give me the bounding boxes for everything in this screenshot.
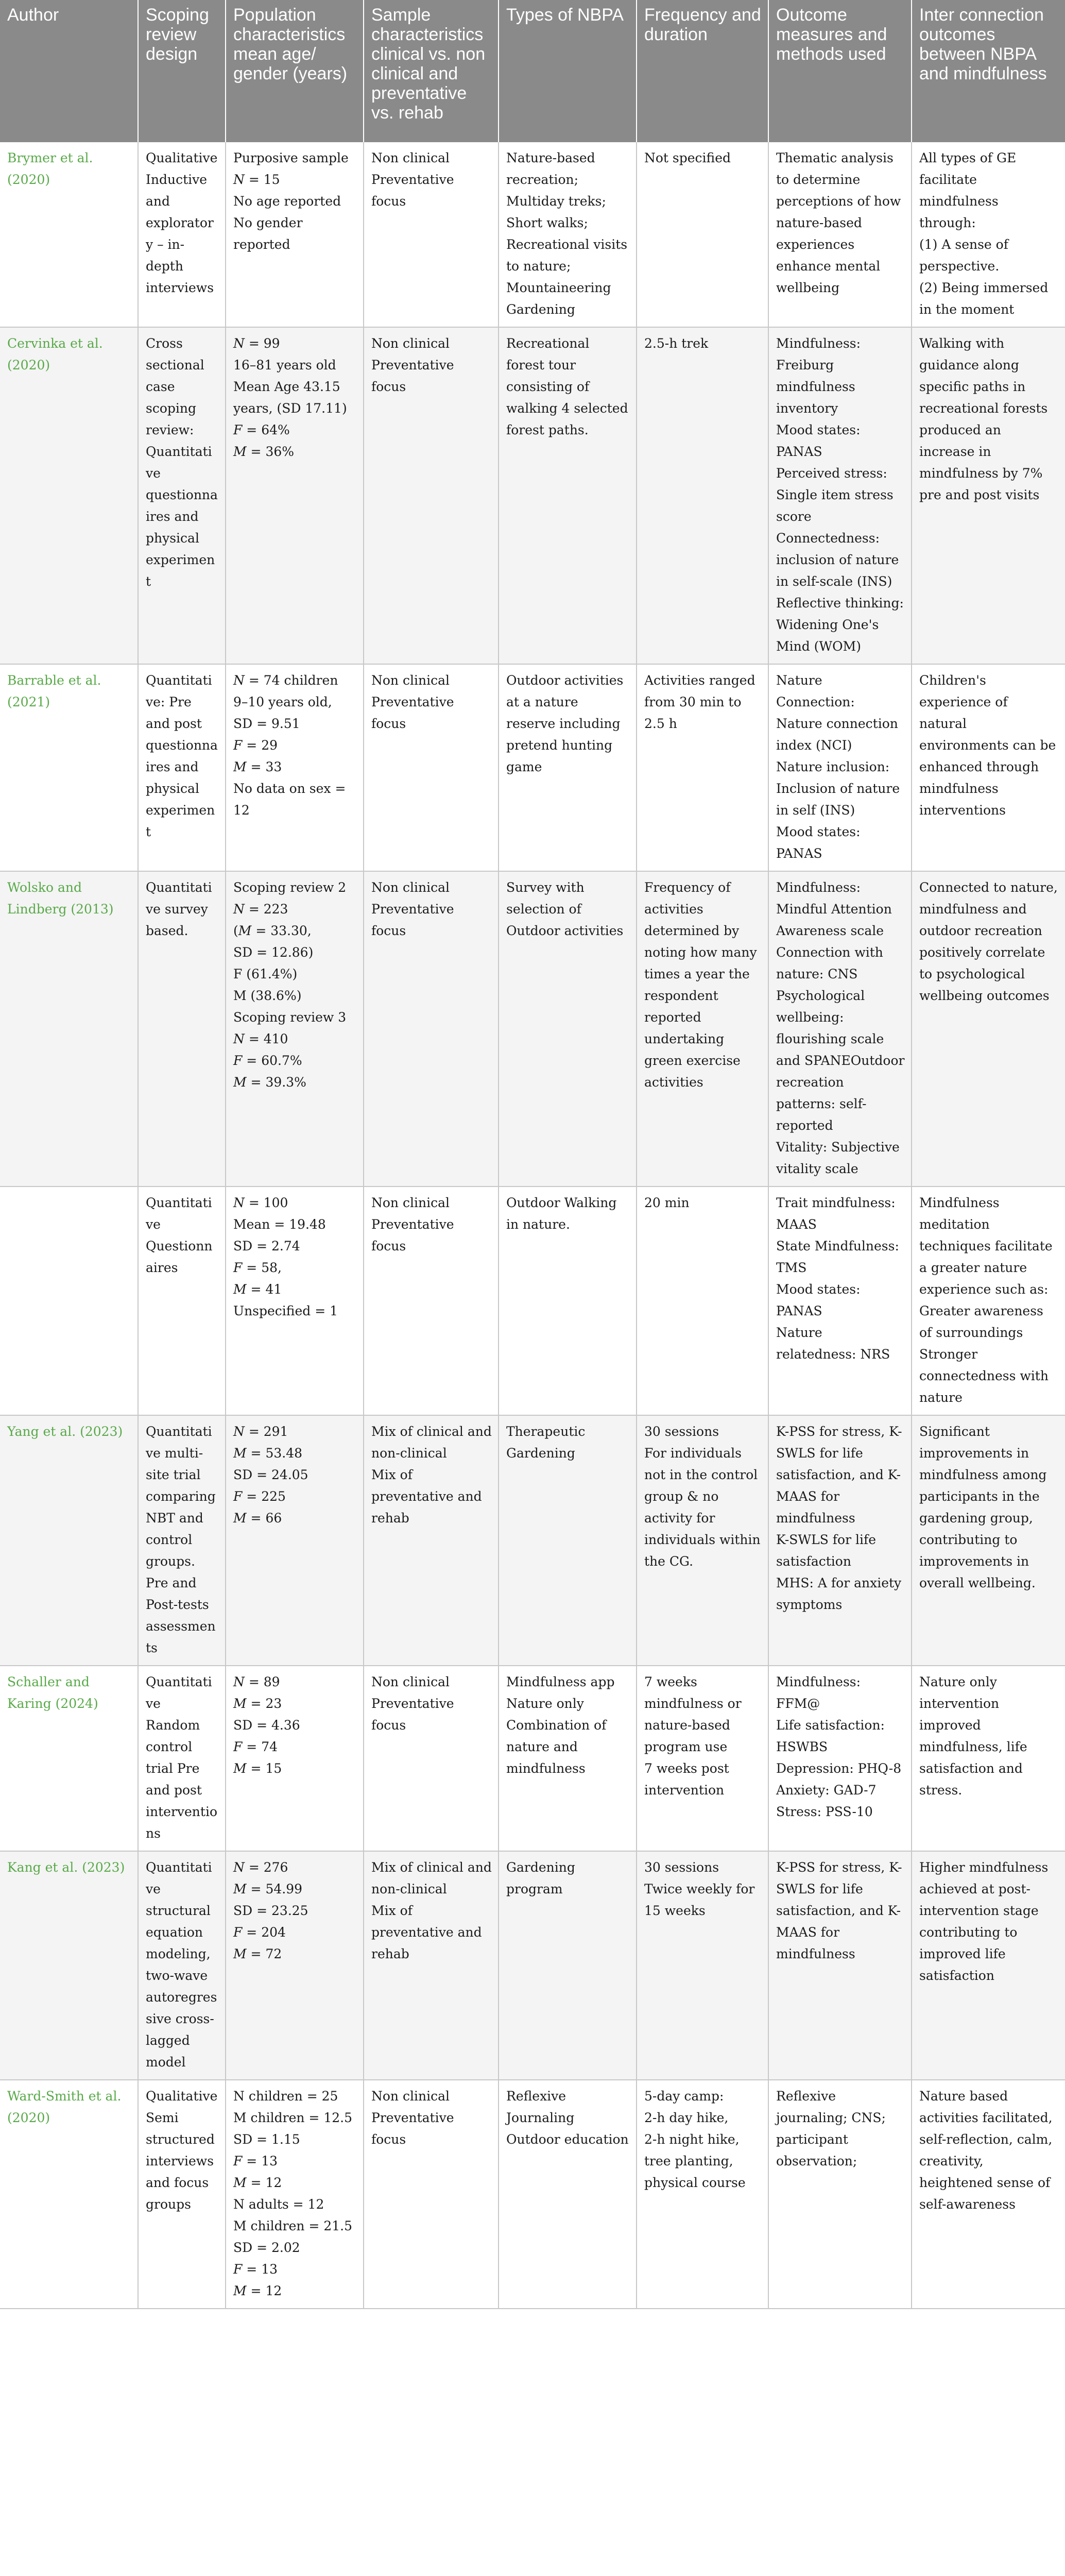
population-line: 9–10 years old, [233, 694, 332, 709]
cell-author: Ward-Smith et al. (2020) [0, 2080, 138, 2309]
cell-types [499, 664, 637, 871]
outcome-line: Thematic analysis to determine perceptions of how nature-based experiences enhance mental wellbeing [776, 150, 901, 295]
population-line: M children = 12.5 [233, 2110, 352, 2125]
population-line: Scoping review 2 [233, 880, 347, 895]
interconnection-line: Mindfulness meditation techniques facilitate a greater nature experience such as: [919, 1195, 1053, 1297]
cell-population [226, 2080, 364, 2309]
table-row [0, 142, 1065, 327]
cell-author: Wolsko and Lindberg (2013) [0, 871, 138, 1187]
cell-interconnection [912, 327, 1065, 664]
cell-interconnection [912, 871, 1065, 1187]
types-line: Mountaineering [506, 280, 611, 295]
interconnection-line: Nature based activities facilitated, self-reflection, calm, creativity, heightened sense of self-awareness [919, 2089, 1053, 2212]
sample-line: Mix of preventative and rehab [371, 1903, 482, 1961]
header-interconnection: Inter connection outcomes between NBPA and mindfulness [912, 0, 1065, 142]
outcome-line: K-PSS for stress, K-SWLS for life satisfaction, and K-MAAS for mindfulness [776, 1860, 902, 1961]
population-line: M = 12 [233, 2283, 282, 2298]
frequency-line: 5-day camp: [644, 2089, 724, 2104]
population-line: M = 41 [233, 1282, 282, 1297]
cell-frequency [637, 1415, 768, 1666]
outcome-line: Nature inclusion: Inclusion of nature in self (INS) [776, 759, 900, 818]
outcome-line: Mindfulness: Mindful Attention Awareness scale [776, 880, 892, 938]
interconnection-line: Walking with guidance along specific paths in recreational forests produced an increase in mindfulness by 7% pre and post visits [919, 336, 1048, 502]
types-line: Mindfulness app [506, 1674, 615, 1689]
types-line: Outdoor Walking in nature. [506, 1195, 617, 1232]
cell-design: Qualitative Inductive and exploratory – in-depth interviews [138, 142, 226, 327]
population-line: 16–81 years old [233, 358, 336, 372]
population-line: SD = 1.15 [233, 2132, 300, 2147]
header-sample: Sample characteristics clinical vs. non clinical and preventative vs. rehab [364, 0, 499, 142]
cell-design: Cross sectional case scoping review: Quantitative questionnaires and physical experiment [138, 327, 226, 664]
table-row [0, 1415, 1065, 1666]
population-line: N = 99 [233, 336, 280, 351]
frequency-line: Not specified [644, 150, 731, 165]
frequency-line: 15 weeks [644, 1903, 706, 1918]
table-row [0, 871, 1065, 1187]
header-row [0, 0, 1065, 142]
population-line: M = 15 [233, 1761, 282, 1776]
cell-sample [364, 1187, 499, 1415]
sample-line: Preventative focus [371, 358, 454, 394]
cell-author: Barrable et al. (2021) [0, 664, 138, 871]
population-line: N = 223 [233, 902, 288, 917]
population-line: F = 74 [233, 1739, 278, 1754]
sample-line: Preventative focus [371, 172, 454, 209]
cell-types [499, 1666, 637, 1851]
table-row [0, 1851, 1065, 2080]
outcome-line: Mood states: PANAS [776, 422, 861, 459]
interconnection-line: Significant improvements in mindfulness among participants in the gardening group, contributing to improvements in overall wellbeing. [919, 1424, 1047, 1590]
cell-author: Schaller and Karing (2024) [0, 1666, 138, 1851]
types-line: Combination of nature and mindfulness [506, 1718, 607, 1776]
cell-sample [364, 2080, 499, 2309]
cell-frequency [637, 1666, 768, 1851]
cell-design: Quantitative Random control trial Pre and post interventions [138, 1666, 226, 1851]
cell-frequency [637, 327, 768, 664]
cell-population [226, 1851, 364, 2080]
population-line: No age reported [233, 194, 341, 209]
cell-population [226, 142, 364, 327]
cell-sample [364, 664, 499, 871]
population-line: N = 15 [233, 172, 280, 187]
cell-frequency [637, 871, 768, 1187]
cell-frequency [637, 142, 768, 327]
outcome-line: Depression: PHQ-8 [776, 1761, 902, 1776]
population-line: F = 60.7% [233, 1053, 302, 1068]
frequency-line: Frequency of activities determined by noting how many times a year the respondent reported undertaking green exercise activities [644, 880, 757, 1090]
population-line: Mean Age 43.15 years, (SD 17.11) [233, 379, 347, 416]
interconnection-line: Higher mindfulness achieved at post-intervention stage contributing to improved life satisfaction [919, 1860, 1049, 1983]
sample-line: Non clinical [371, 150, 450, 165]
interconnection-line: Stronger connectedness with nature [919, 1347, 1049, 1405]
table-row [0, 1666, 1065, 1851]
cell-design: Quantitative Questionnaires [138, 1187, 226, 1415]
sample-line: Preventative focus [371, 2110, 454, 2147]
cell-sample [364, 142, 499, 327]
outcome-line: Connectedness: inclusion of nature in self-scale (INS) [776, 531, 899, 589]
outcome-line: Perceived stress: Single item stress score [776, 466, 894, 524]
interconnection-line: All types of GE facilitate mindfulness through: [919, 150, 1017, 230]
cell-interconnection [912, 1666, 1065, 1851]
sample-line: Non clinical [371, 2089, 450, 2104]
types-line: Reflexive Journaling [506, 2089, 575, 2125]
frequency-line: 2-h night hike, [644, 2132, 740, 2147]
outcome-line: Mood states: PANAS [776, 824, 861, 861]
cell-interconnection [912, 1415, 1065, 1666]
population-line: M = 36% [233, 444, 295, 459]
frequency-line: 30 sessions [644, 1424, 719, 1439]
population-line: Mean = 19.48 [233, 1217, 326, 1232]
cell-design: Quantitative multi-site trial comparing NBT and control groups. Pre and Post-tests assessments [138, 1415, 226, 1666]
population-line: Scoping review 3 [233, 1010, 347, 1025]
cell-types [499, 2080, 637, 2309]
population-line: F = 64% [233, 422, 290, 437]
types-line: Gardening [506, 302, 575, 317]
cell-outcome [768, 871, 912, 1187]
table-header [0, 0, 1065, 142]
table-row [0, 664, 1065, 871]
outcome-line: Mindfulness: FFM@ [776, 1674, 861, 1711]
outcome-line: MHS: A for anxiety symptoms [776, 1575, 902, 1612]
sample-line: Non clinical [371, 1195, 450, 1210]
cell-outcome [768, 1187, 912, 1415]
cell-sample [364, 1415, 499, 1666]
header-types: Types of NBPA [499, 0, 637, 142]
sample-line: Non clinical [371, 880, 450, 895]
cell-population [226, 871, 364, 1187]
population-line: SD = 23.25 [233, 1903, 308, 1918]
population-line: F = 13 [233, 2262, 278, 2277]
cell-author: Cervinka et al. (2020) [0, 327, 138, 664]
frequency-line: 30 sessions [644, 1860, 719, 1875]
sample-line: Mix of clinical and non-clinical [371, 1860, 492, 1896]
population-line: Unspecified = 1 [233, 1303, 338, 1318]
cell-author: Yang et al. (2023) [0, 1415, 138, 1666]
cell-sample [364, 871, 499, 1187]
cell-types [499, 142, 637, 327]
outcome-line: Anxiety: GAD-7 [776, 1783, 877, 1798]
cell-outcome [768, 1851, 912, 2080]
interconnection-line: (2) Being immersed in the moment [919, 280, 1049, 317]
cell-population [226, 1666, 364, 1851]
cell-outcome [768, 327, 912, 664]
outcome-line: Connection with nature: CNS [776, 945, 883, 981]
sample-line: Mix of preventative and rehab [371, 1467, 482, 1526]
outcome-line: Mindfulness: Freiburg mindfulness inventory [776, 336, 861, 416]
frequency-line: 20 min [644, 1195, 690, 1210]
frequency-line: physical course [644, 2175, 746, 2190]
outcome-line: Vitality: Subjective vitality scale [776, 1140, 900, 1176]
sample-line: Non clinical [371, 336, 450, 351]
population-line: No data on sex = 12 [233, 781, 346, 818]
types-line: Multiday treks; [506, 194, 606, 209]
frequency-line: 2.5-h trek [644, 336, 709, 351]
population-line: SD = 12.86) [233, 945, 314, 960]
outcome-line: Nature relatedness: NRS [776, 1325, 890, 1362]
frequency-line: For individuals not in the control group & no activity for individuals within the CG. [644, 1446, 761, 1569]
population-line: SD = 9.51 [233, 716, 300, 731]
outcome-line: Psychological wellbeing: flourishing scale and SPANEOutdoor recreation patterns: self-reported [776, 988, 905, 1133]
population-line: F = 204 [233, 1925, 286, 1940]
table-body [0, 142, 1065, 2309]
population-line: SD = 2.02 [233, 2240, 300, 2255]
table-row [0, 1187, 1065, 1415]
outcome-line: Trait mindfulness: MAAS [776, 1195, 896, 1232]
outcome-line: Reflexive journaling; CNS; participant observation; [776, 2089, 886, 2168]
cell-outcome [768, 1415, 912, 1666]
population-line: M (38.6%) [233, 988, 302, 1003]
population-line: F = 58, [233, 1260, 282, 1275]
types-line: Outdoor activities at a nature reserve including pretend hunting game [506, 673, 624, 774]
types-line: Gardening program [506, 1860, 575, 1896]
cell-types [499, 327, 637, 664]
cell-types [499, 1187, 637, 1415]
population-line: (M = 33.30, [233, 923, 312, 938]
frequency-line: tree planting, [644, 2154, 733, 2168]
cell-outcome [768, 2080, 912, 2309]
population-line: F = 225 [233, 1489, 286, 1504]
cell-design: Qualitative Semi structured interviews and focus groups [138, 2080, 226, 2309]
population-line: N = 291 [233, 1424, 288, 1439]
frequency-line: 7 weeks post intervention [644, 1761, 729, 1798]
cell-sample [364, 1851, 499, 2080]
population-line: Purposive sample [233, 150, 349, 165]
cell-sample [364, 327, 499, 664]
population-line: M = 54.99 [233, 1882, 303, 1896]
sample-line: Non clinical [371, 673, 450, 688]
population-line: M = 39.3% [233, 1075, 306, 1090]
header-design: Scoping review design [138, 0, 226, 142]
cell-interconnection [912, 1187, 1065, 1415]
cell-frequency [637, 1851, 768, 2080]
cell-frequency [637, 2080, 768, 2309]
cell-population [226, 1415, 364, 1666]
population-line: M = 53.48 [233, 1446, 303, 1461]
header-frequency: Frequency and duration [637, 0, 768, 142]
interconnection-line: (1) A sense of perspective. [919, 237, 1008, 274]
cell-outcome [768, 1666, 912, 1851]
cell-design: Quantitative: Pre and post questionnaires and physical experiment [138, 664, 226, 871]
population-line: F = 13 [233, 2154, 278, 2168]
cell-interconnection [912, 142, 1065, 327]
population-line: No gender reported [233, 215, 303, 252]
cell-population [226, 664, 364, 871]
frequency-line: Activities ranged from 30 min to 2.5 h [644, 673, 755, 731]
outcome-line: Nature Connection: Nature connection index (NCI) [776, 673, 898, 753]
cell-population [226, 327, 364, 664]
cell-interconnection [912, 1851, 1065, 2080]
sample-line: Preventative focus [371, 902, 454, 938]
table-row [0, 327, 1065, 664]
interconnection-line: Nature only intervention improved mindfulness, life satisfaction and stress. [919, 1674, 1027, 1798]
cell-types [499, 1415, 637, 1666]
outcome-line: Mood states: PANAS [776, 1282, 861, 1318]
population-line: SD = 4.36 [233, 1718, 300, 1733]
interconnection-line: Connected to nature, mindfulness and outdoor recreation positively correlate to psychological wellbeing outcomes [919, 880, 1058, 1003]
types-line: Nature only [506, 1696, 584, 1711]
cell-interconnection [912, 664, 1065, 871]
population-line: M = 33 [233, 759, 282, 774]
sample-line: Mix of clinical and non-clinical [371, 1424, 492, 1461]
outcome-line: Reflective thinking: Widening One's Mind (WOM) [776, 596, 904, 654]
population-line: N = 276 [233, 1860, 288, 1875]
cell-design: Quantitative structural equation modeling, two-wave autoregressive cross-lagged model [138, 1851, 226, 2080]
cell-frequency [637, 664, 768, 871]
cell-design: Quantitative survey based. [138, 871, 226, 1187]
cell-interconnection [912, 2080, 1065, 2309]
interconnection-line: Greater awareness of surroundings [919, 1303, 1043, 1340]
cell-outcome [768, 664, 912, 871]
cell-population [226, 1187, 364, 1415]
cell-frequency [637, 1187, 768, 1415]
population-line: M = 66 [233, 1511, 282, 1526]
population-line: N children = 25 [233, 2089, 338, 2104]
population-line: N = 89 [233, 1674, 280, 1689]
cell-author: Kang et al. (2023) [0, 1851, 138, 2080]
population-line: SD = 24.05 [233, 1467, 308, 1482]
cell-author [0, 1187, 138, 1415]
frequency-line: 2-h day hike, [644, 2110, 729, 2125]
types-line: Short walks; [506, 215, 588, 230]
interconnection-line: Children's experience of natural environments can be enhanced through mindfulness interventions [919, 673, 1056, 818]
cell-types [499, 1851, 637, 2080]
sample-line: Non clinical [371, 1674, 450, 1689]
outcome-line: State Mindfulness: TMS [776, 1239, 899, 1275]
types-line: Survey with selection of Outdoor activities [506, 880, 624, 938]
outcome-line: Life satisfaction: HSWBS [776, 1718, 885, 1754]
cell-author: Brymer et al. (2020) [0, 142, 138, 327]
types-line: Therapeutic Gardening [506, 1424, 586, 1461]
population-line: M = 23 [233, 1696, 282, 1711]
header-population: Population characteristics mean age/ gender (years) [226, 0, 364, 142]
population-line: M = 12 [233, 2175, 282, 2190]
types-line: Recreational forest tour consisting of walking 4 selected forest paths. [506, 336, 628, 437]
population-line: N = 74 children [233, 673, 338, 688]
outcome-line: K-SWLS for life satisfaction [776, 1532, 877, 1569]
types-line: Nature-based recreation; [506, 150, 595, 187]
frequency-line: Twice weekly for [644, 1882, 755, 1896]
table-row [0, 2080, 1065, 2309]
cell-sample [364, 1666, 499, 1851]
sample-line: Preventative focus [371, 1217, 454, 1253]
population-line: N = 100 [233, 1195, 288, 1210]
types-line: Outdoor education [506, 2132, 629, 2147]
population-line: F = 29 [233, 738, 278, 753]
population-line: M = 72 [233, 1946, 282, 1961]
sample-line: Preventative focus [371, 694, 454, 731]
frequency-line: 7 weeks mindfulness or nature-based program use [644, 1674, 742, 1754]
population-line: N adults = 12 [233, 2197, 324, 2212]
outcome-line: Stress: PSS-10 [776, 1804, 873, 1819]
header-outcome: Outcome measures and methods used [768, 0, 912, 142]
outcome-line: K-PSS for stress, K-SWLS for life satisfaction, and K-MAAS for mindfulness [776, 1424, 902, 1526]
header-author: Author [0, 0, 138, 142]
cell-outcome [768, 142, 912, 327]
sample-line: Preventative focus [371, 1696, 454, 1733]
cell-types [499, 871, 637, 1187]
types-line: Recreational visits to nature; [506, 237, 628, 274]
population-line: N = 410 [233, 1031, 288, 1046]
population-line: SD = 2.74 [233, 1239, 300, 1253]
population-line: F (61.4%) [233, 967, 298, 981]
population-line: M children = 21.5 [233, 2218, 352, 2233]
